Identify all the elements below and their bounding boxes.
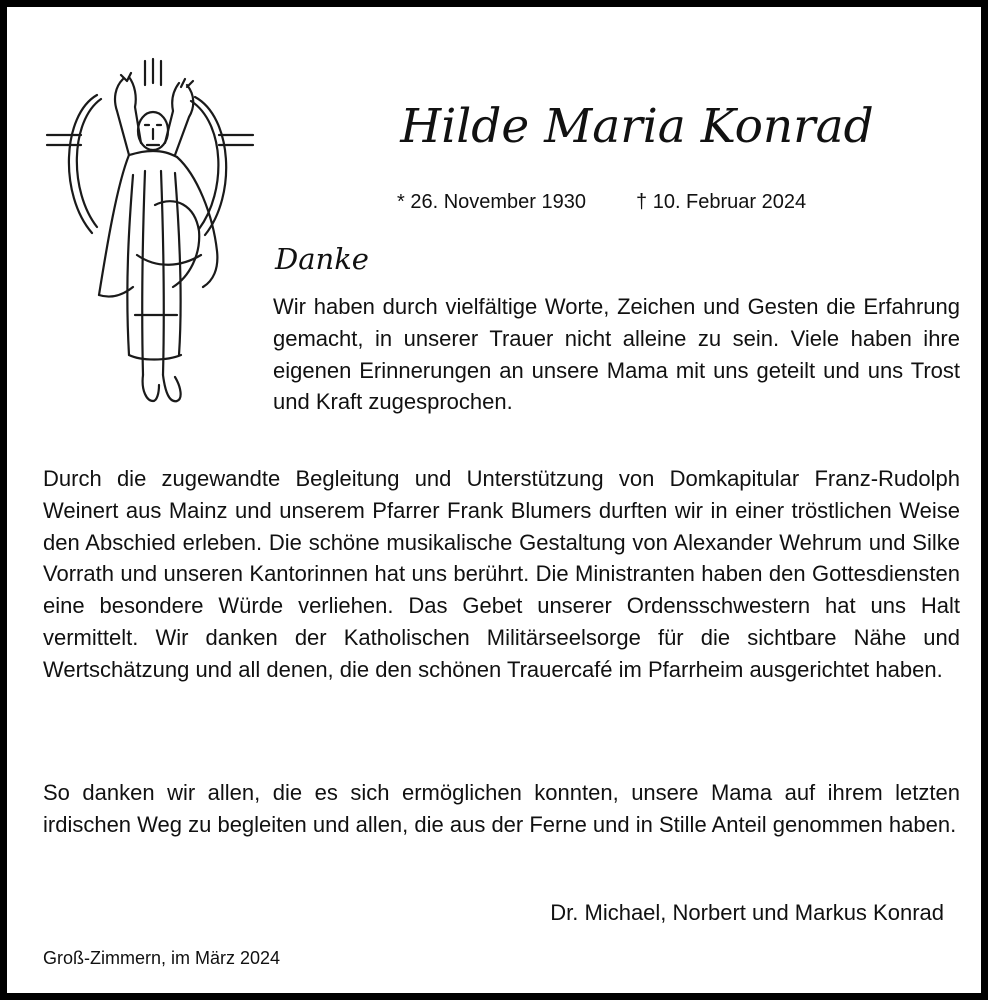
thanks-paragraph-3: So danken wir allen, die es sich ermöglichen konnten, unsere Mama auf ihrem letzten irdischen Weg zu begleiten und allen, die aus der Ferne und in Stille Anteil genommen haben. (43, 780, 960, 837)
risen-christ-drawing-icon (37, 55, 259, 423)
place-and-date: Groß-Zimmern, im März 2024 (43, 948, 281, 968)
life-dates (397, 189, 806, 215)
thanks-paragraph-1: Wir haben durch vielfältige Worte, Zeichen und Gesten die Erfahrung gemacht, in unserer Trauer nicht alleine zu sein. Viele haben ihre eigenen Erinnerungen an unsere Mama mit uns geteilt und uns Trost und Kraft zugesprochen. (273, 294, 960, 415)
deceased-name: Hilde Maria Konrad (400, 99, 874, 154)
signers: Dr. Michael, Norbert und Markus Konrad (550, 900, 944, 925)
thanks-heading: Danke (275, 242, 369, 276)
thanks-paragraph-2: Durch die zugewandte Begleitung und Unterstützung von Domkapitular Franz-Rudolph Weinert aus Mainz und unserem Pfarrer Frank Blumers durften wir in einer tröstlichen Weise den Abschied erleben. Die schöne musikalische Gestaltung von Alexander Wehrum und Silke Vorrath und unseren Kantorinnen hat uns berührt. Die Ministranten haben den Gottesdiensten eine besondere Würde verliehen. Das Gebet unserer Ordensschwestern hat uns Halt vermittelt. Wir danken der Katholischen Militärseelsorge für die sichtbare Nähe und Wertschätzung und all denen, die den schönen Trauercafé im Pfarrheim ausgerichtet haben. (43, 466, 960, 682)
death-date: † 10. Februar 2024 (636, 191, 807, 213)
birth-date: * 26. November 1930 (397, 191, 587, 213)
